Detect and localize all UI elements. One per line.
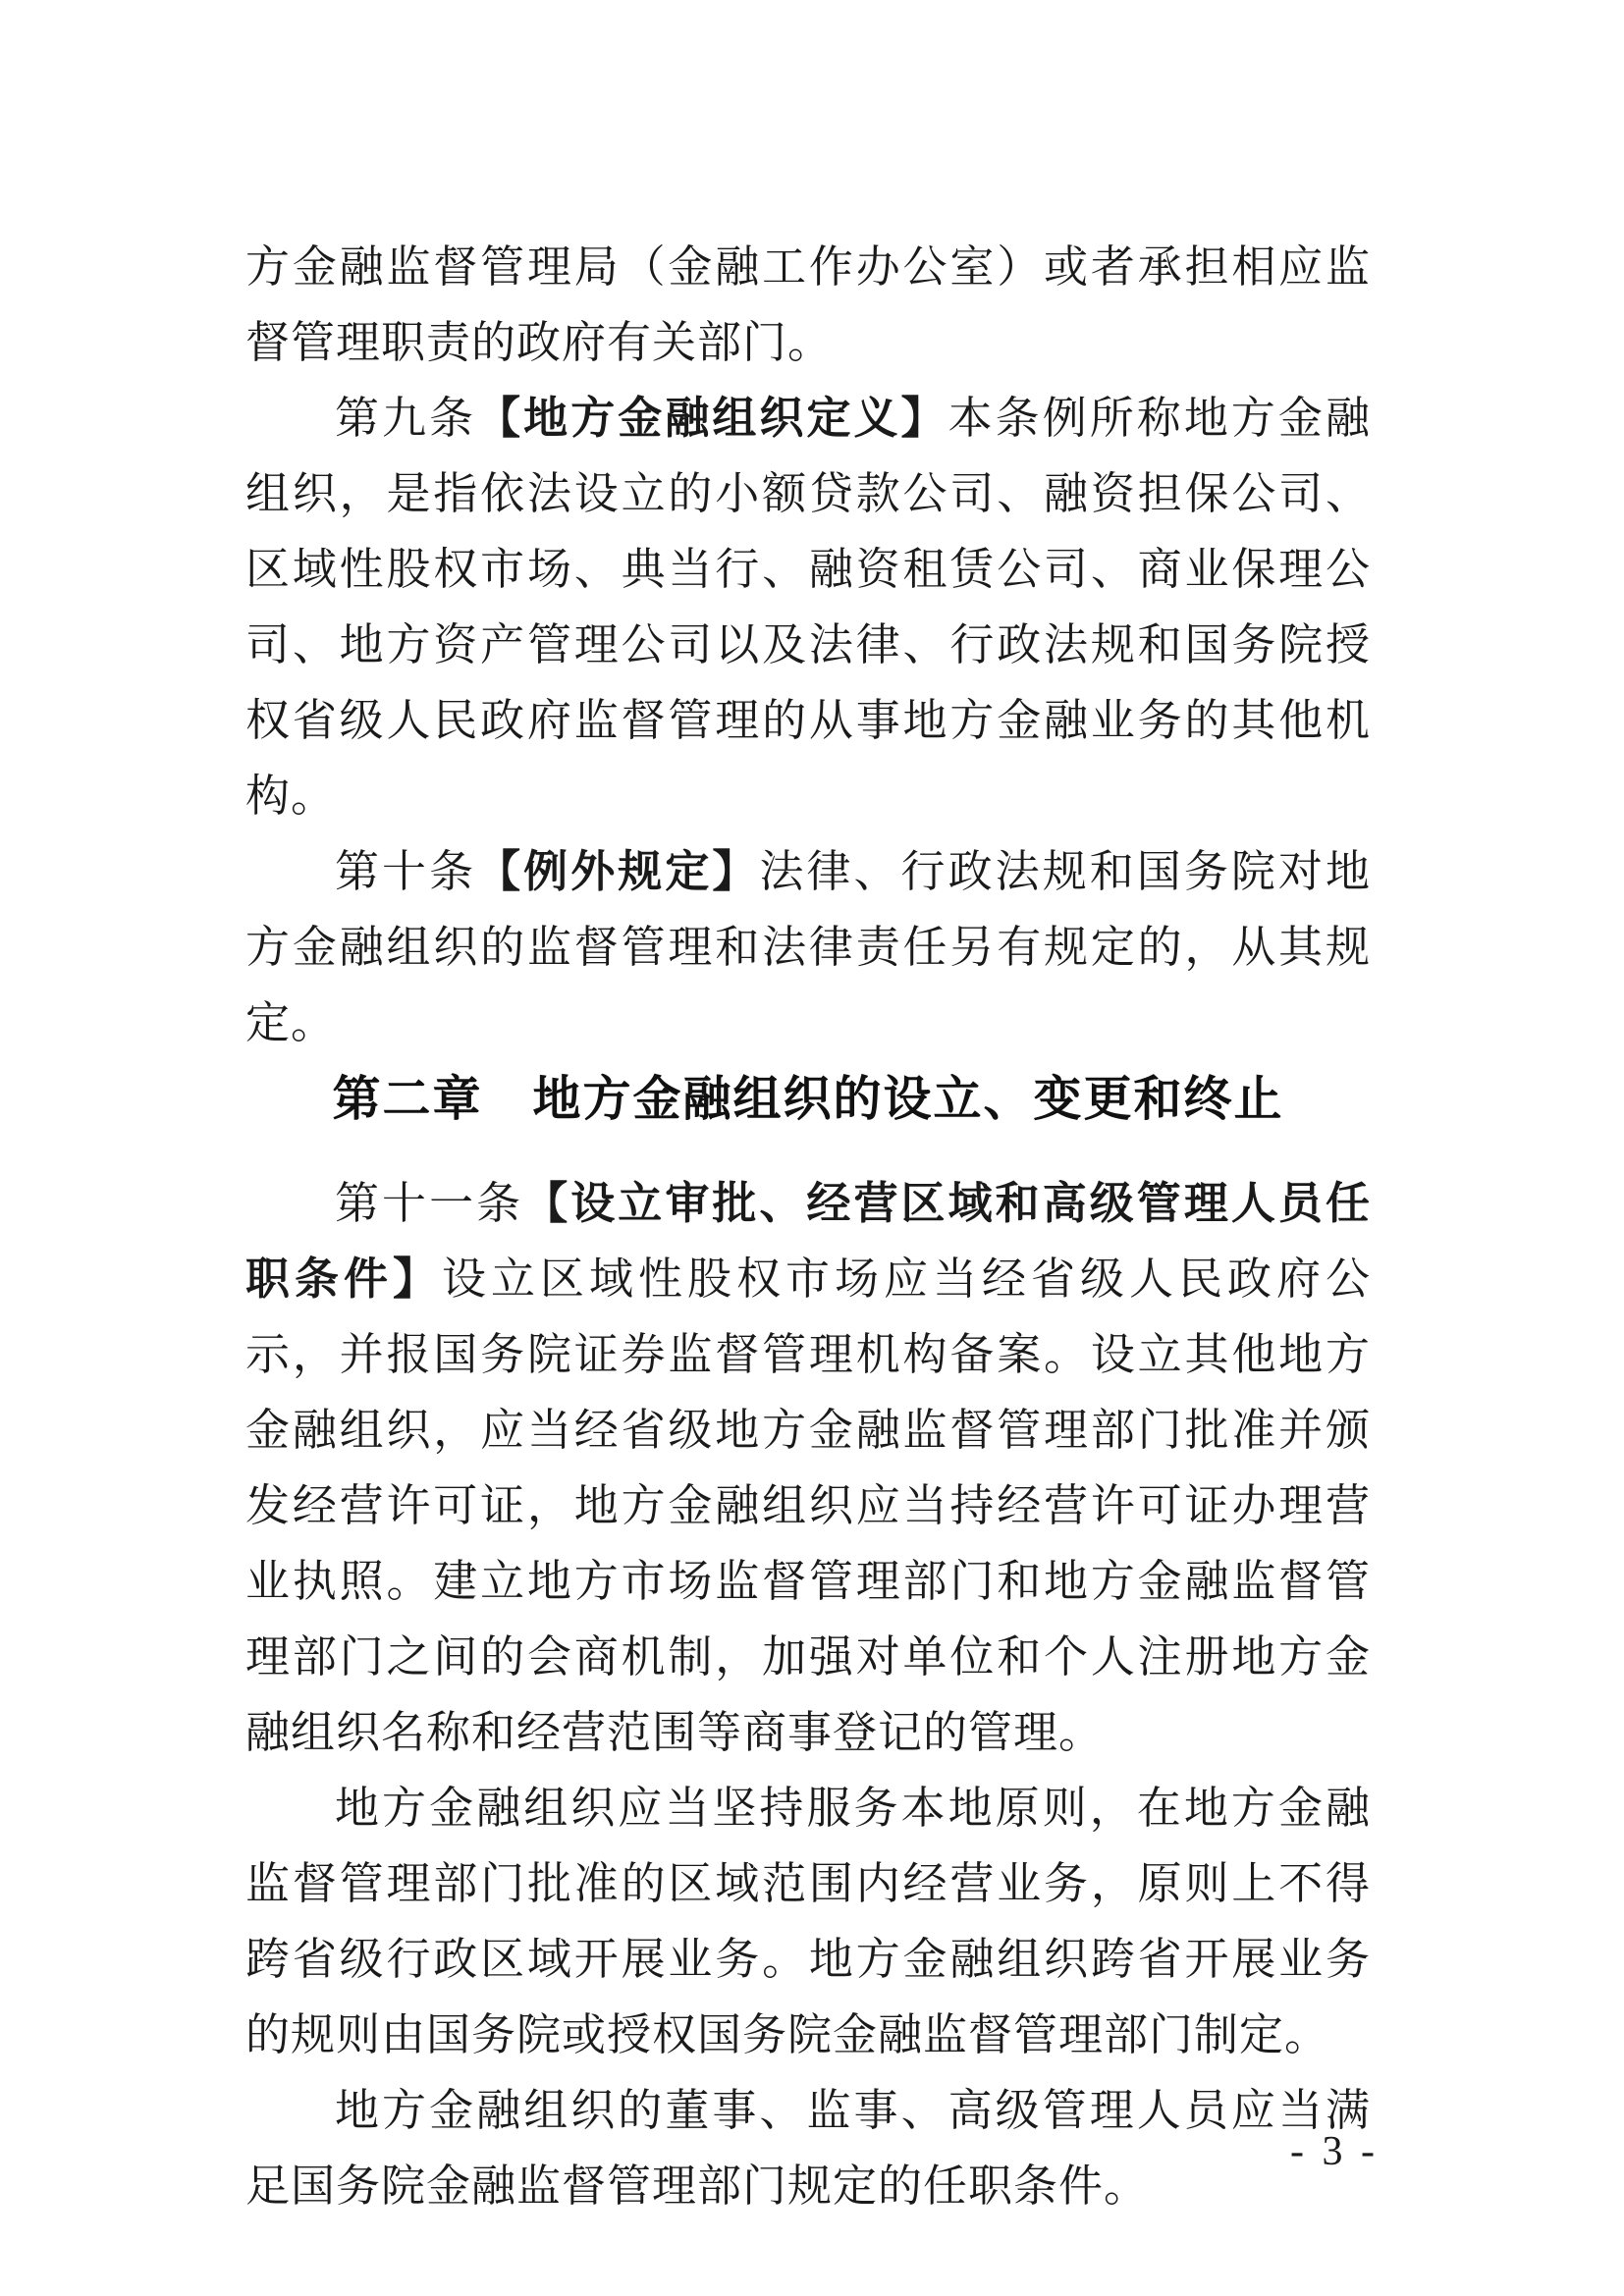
text-run: 第十一条	[335, 1179, 524, 1228]
clause-title-run: 【设立审批、经营区域和高级管理人员任职条件】	[245, 1179, 1371, 1304]
text-run: 设立区域性股权市场应当经省级人民政府公示，并报国务院证券监督管理机构备案。设立其他地方金融组织，应当经省级地方金融监督管理部门批准并颁发经营许可证，地方金融组织应当持经营许可证办理营业执照。建立地方市场监督管理部门和地方金融监督管理部门之间的会商机制，加强对单位和个人注册地方金融组织名称和经营范围等商事登记的管理。	[245, 1255, 1371, 1757]
chapter-heading: 第二章 地方金融组织的设立、变更和终止	[332, 1071, 1284, 1127]
text-run: 法律、行政法规和国务院对地方金融组织的监督管理和法律责任另有规定的，从其规定。	[245, 847, 1371, 1047]
clause-title-run: 【例外规定】	[476, 847, 760, 896]
paragraph	[245, 2073, 1371, 2224]
paragraph	[245, 381, 1371, 834]
document-body	[245, 230, 1371, 2224]
text-run: 第九条	[335, 394, 477, 443]
paragraph	[245, 1771, 1371, 2073]
clause-title-run: 【地方金融组织定义】	[476, 394, 948, 443]
paragraph	[245, 230, 1371, 381]
paragraph	[245, 834, 1371, 1061]
text-run: 地方金融组织应当坚持服务本地原则，在地方金融监督管理部门批准的区域范围内经营业务，原则上不得跨省级行政区域开展业务。地方金融组织跨省开展业务的规则由国务院或授权国务院金融监督管理部门制定。	[245, 1784, 1371, 2059]
text-run: 地方金融组织的董事、监事、高级管理人员应当满足国务院金融监督管理部门规定的任职条件。	[245, 2086, 1371, 2211]
text-run: 方金融监督管理局（金融工作办公室）或者承担相应监督管理职责的政府有关部门。	[245, 242, 1371, 367]
text-run: 本条例所称地方金融组织，是指依法设立的小额贷款公司、融资担保公司、区域性股权市场、典当行、融资租赁公司、商业保理公司、地方资产管理公司以及法律、行政法规和国务院授权省级人民政府监督管理的从事地方金融业务的其他机构。	[245, 394, 1371, 821]
text-run: 第十条	[335, 847, 477, 896]
paragraph	[245, 1166, 1371, 1771]
page-number: - 3 -	[1290, 2129, 1379, 2174]
